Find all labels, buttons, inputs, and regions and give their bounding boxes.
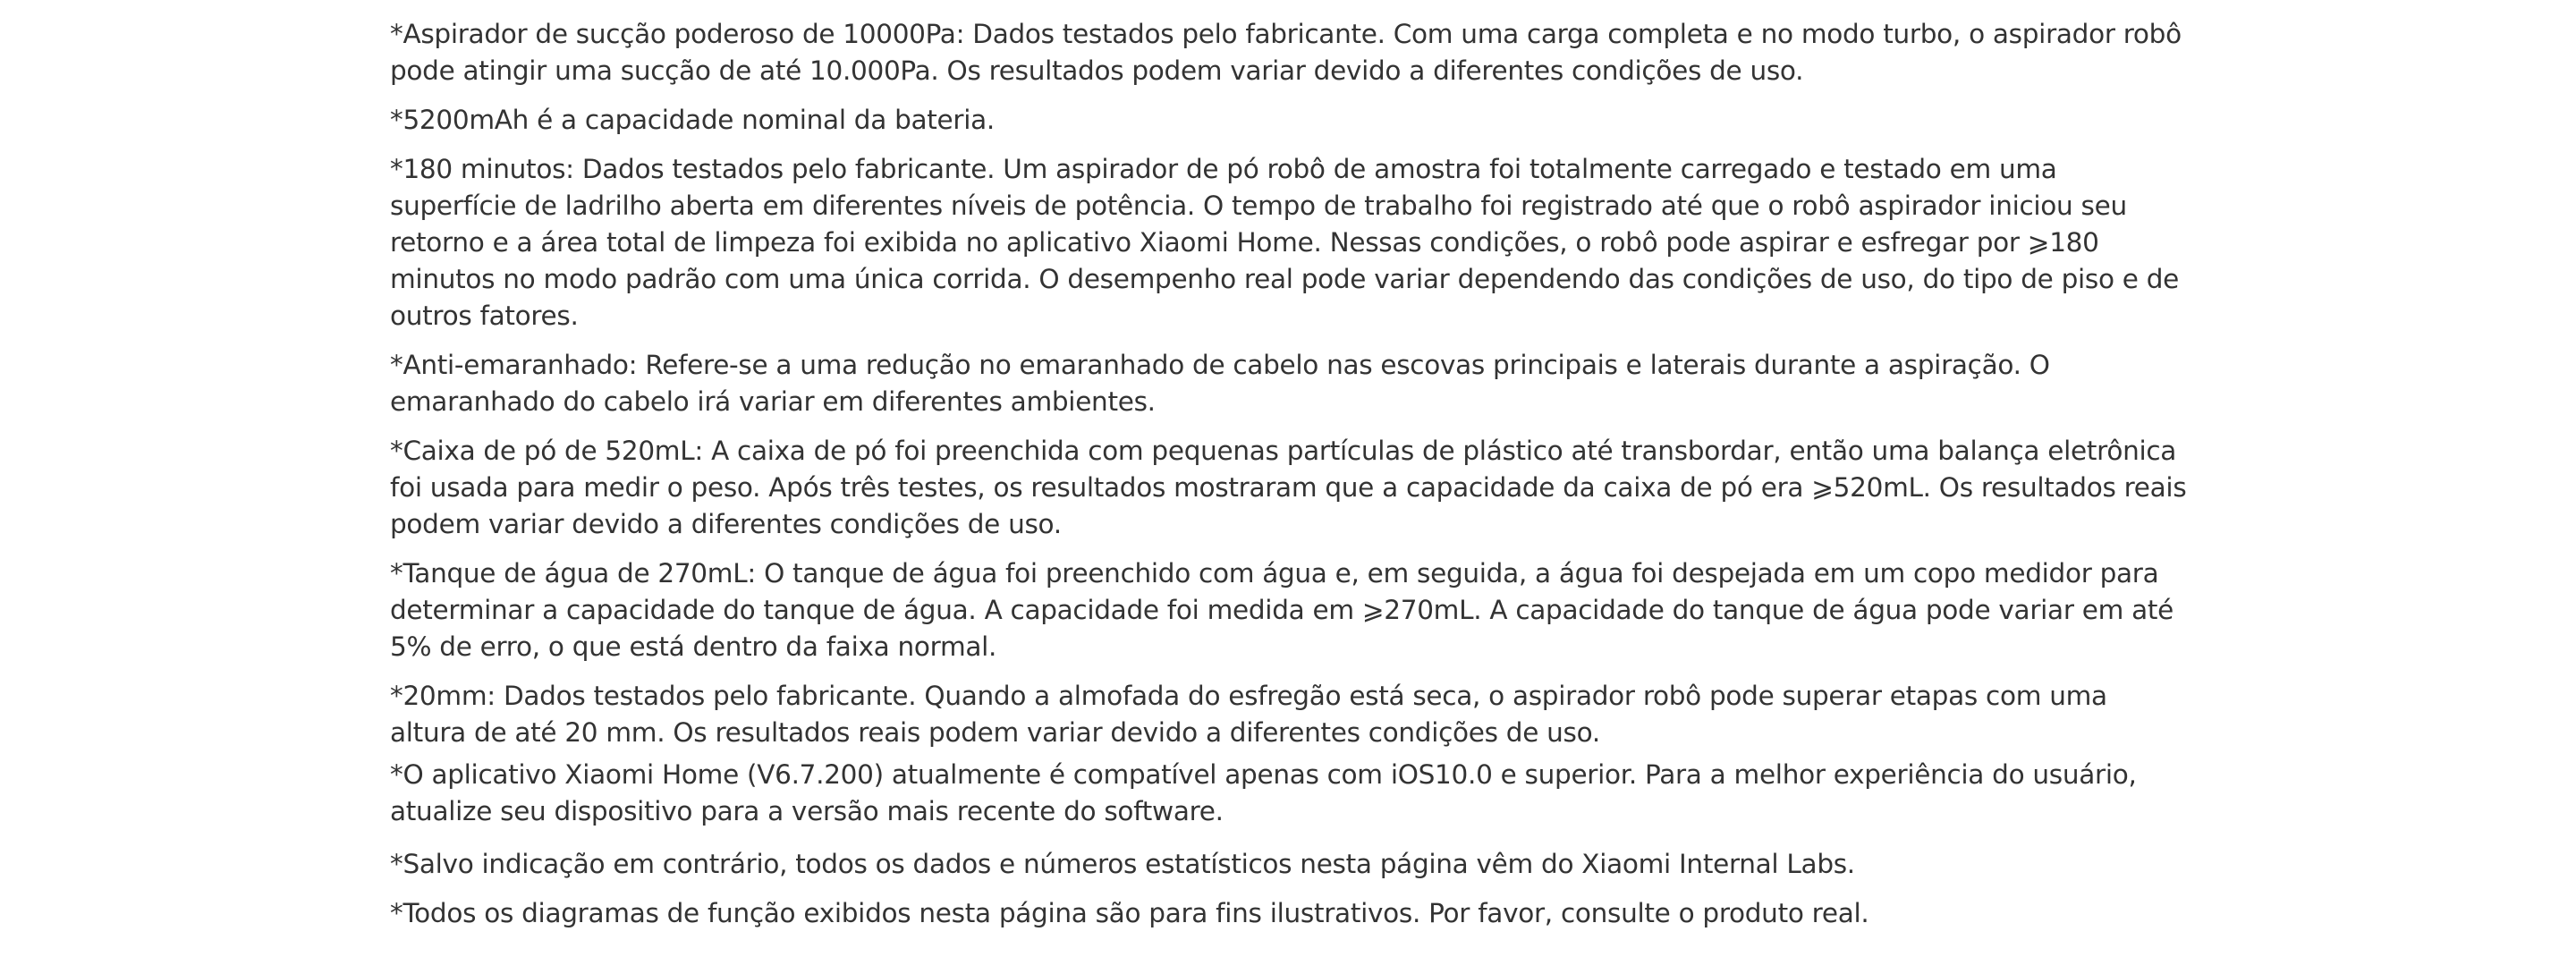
disclaimer-suction: *Aspirador de sucção poderoso de 10000Pa: Dados testados pelo fabricante. Com uma carga completa e no modo turbo, o aspirador robô pode atingir uma sucção de até 10.000Pa. Os resultados podem variar devido a diferentes condições de uso.: [390, 19, 2182, 86]
disclaimer-app-compatibility: *O aplicativo Xiaomi Home (V6.7.200) atualmente é compatível apenas com iOS10.0 e superior. Para a melhor experiência do usuário, atualize seu dispositivo para a versão mais recente do software.: [390, 759, 2137, 826]
disclaimer-obstacle-height: *20mm: Dados testados pelo fabricante. Quando a almofada do esfregão está seca, o aspirador robô pode superar etapas com uma altura de até 20 mm. Os resultados reais podem variar devido a diferentes condições de uso.: [390, 681, 2107, 748]
disclaimer-battery: *5200mAh é a capacidade nominal da bateria.: [390, 105, 995, 135]
disclaimer-illustrative: *Todos os diagramas de função exibidos nesta página são para fins ilustrativos. Por favor, consulte o produto real.: [390, 898, 1869, 928]
disclaimer-section: [390, 16, 2188, 932]
disclaimer-water-tank: *Tanque de água de 270mL: O tanque de água foi preenchido com água e, em seguida, a água foi despejada em um copo medidor para determinar a capacidade do tanque de água. A capacidade foi medida em ⩾270mL. A capacidade do tanque de água pode variar em até 5% de erro, o que está dentro da faixa normal.: [390, 558, 2174, 662]
disclaimer-dust-box: *Caixa de pó de 520mL: A caixa de pó foi preenchida com pequenas partículas de plástico até transbordar, então uma balança eletrônica foi usada para medir o peso. Após três testes, os resultados mostraram que a capacidade da caixa de pó era ⩾520mL. Os resultados reais podem variar devido a diferentes condições de uso.: [390, 436, 2187, 539]
disclaimer-data-source: *Salvo indicação em contrário, todos os dados e números estatísticos nesta página vêm do Xiaomi Internal Labs.: [390, 849, 1855, 879]
disclaimer-runtime: *180 minutos: Dados testados pelo fabricante. Um aspirador de pó robô de amostra foi totalmente carregado e testado em uma superfície de ladrilho aberta em diferentes níveis de potência. O tempo de trabalho foi registrado até que o robô aspirador iniciou seu retorno e a área total de limpeza foi exibida no aplicativo Xiaomi Home. Nessas condições, o robô pode aspirar e esfregar por ⩾180 minutos no modo padrão com uma única corrida. O desempenho real pode variar dependendo das condições de uso, do tipo de piso e de outros fatores.: [390, 154, 2179, 331]
disclaimer-anti-tangle: *Anti-emaranhado: Refere-se a uma redução no emaranhado de cabelo nas escovas principais e laterais durante a aspiração. O emaranhado do cabelo irá variar em diferentes ambientes.: [390, 350, 2050, 417]
